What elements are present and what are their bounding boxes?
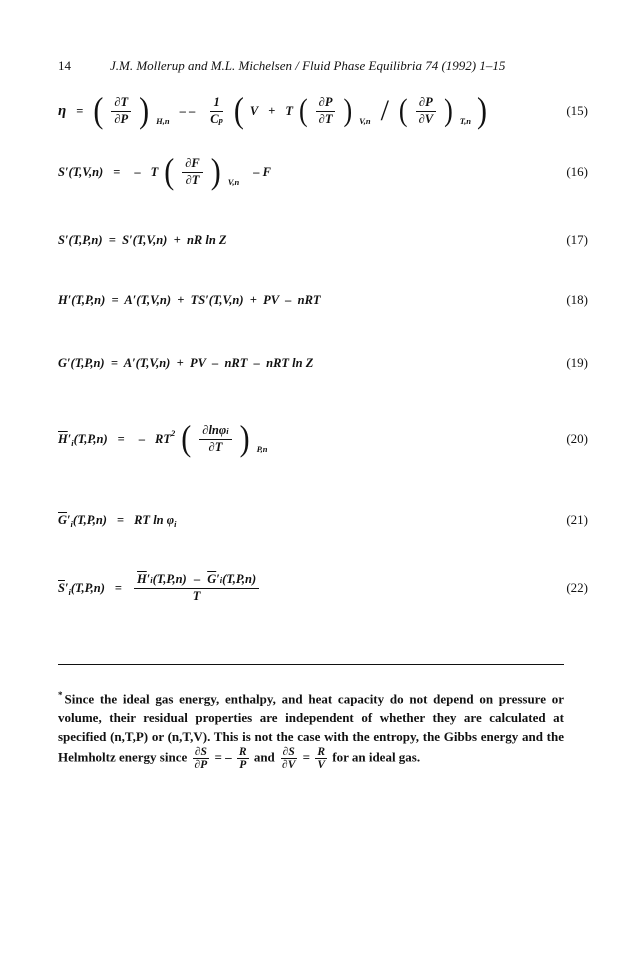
eq16-number: (16) — [566, 164, 588, 179]
eq18-number: (18) — [566, 292, 588, 307]
footnote-R-V: $\frac{R}{V}$ — [317, 746, 325, 772]
eq20-dlnphi-dT: $\frac{\partial\ln\varphi i}{\partial T}$ — [199, 424, 231, 453]
equation-20: $\overline{H}'_i(T,P,n)$ = – $RT^2$ ( $\frac{\partial\ln\varphi i}{\partial T}$ ) P,n (20) — [58, 418, 588, 459]
equation-18 — [58, 288, 588, 312]
eq17-number: (17) — [566, 232, 588, 247]
eq22-lhs: $\overline{S}'_i(T,P,n)$ — [58, 580, 105, 597]
eq19-text: G′(T,P,n) = A′(T,V,n) + PV – nRT – nRT ln Z — [58, 355, 314, 370]
eq15-dT-dP: $\frac{\partial T}{\partial P}$ — [111, 96, 131, 125]
running-title: J.M. Mollerup and M.L. Michelsen / Fluid Phase Equilibria 74 (1992) 1–15 — [110, 58, 506, 73]
eq15-dP-dV: $\frac{\partial P}{\partial V}$ — [416, 96, 437, 125]
eq15-dP-dT: $\frac{\partial P}{\partial T}$ — [316, 96, 336, 125]
eq15-minus: – – — [179, 103, 196, 118]
eq16-dF-dT: $\frac{\partial F}{\partial T}$ — [182, 157, 203, 186]
footnote-dS-dV: $\frac{\partial S}{\partial V}$ — [282, 746, 296, 772]
eq20-number: (20) — [566, 431, 588, 446]
eq21-number: (21) — [566, 512, 588, 527]
equation-19 — [58, 351, 588, 375]
eq15-lhs: η — [58, 102, 67, 119]
footnote: * Since the ideal gas energy, enthalpy, and heat capacity do not depend on pressure or volume, their residual properties are independent of whether they are calculated at specified (n,T,P) or (n,T,V). This is not the case with the entropy, the Gibbs energy and the Helmholtz energy since $\frac{\partial S}{\partial P}$ = – $\frac{R}{P}$ and $\frac{\partial S}{\partial V}$ = $\frac{R}{V}$ for an ideal gas. — [58, 690, 564, 772]
eq15-equals: = — [76, 103, 84, 118]
footnote-R-P: $\frac{R}{P}$ — [238, 746, 247, 772]
eq20-lhs: $\overline{H}'_i(T,P,n)$ — [58, 431, 108, 448]
eq22-number: (22) — [566, 580, 588, 595]
eq19-number: (19) — [566, 355, 588, 370]
footnote-mark: * — [58, 690, 63, 700]
eq17-text: S′(T,P,n) = S′(T,V,n) + nR ln Z — [58, 232, 227, 247]
page-number: 14 — [58, 58, 71, 73]
footnote-text: Since the ideal gas energy, enthalpy, and heat capacity do not depend on pressure or volume, their residual properties are independent of whether they are calculated at specified (n,T,P) or (n,T,V). This is not the case with the entropy, the Gibbs energy and the Helmholtz energy since — [58, 691, 564, 765]
eq15-number: (15) — [566, 103, 588, 118]
eq18-text: H′(T,P,n) = A′(T,V,n) + TS′(T,V,n) + PV – nRT — [58, 292, 321, 307]
eq15-coef: $\frac{1}{Cp}$ — [210, 95, 223, 126]
equation-21: $\overline{G}'_i(T,P,n)$ = RT $\ln \varphi_i$ (21) — [58, 512, 588, 529]
equation-17 — [58, 228, 588, 252]
footnote-dS-dP: $\frac{\partial S}{\partial P}$ — [194, 746, 208, 772]
footnote-rule — [58, 664, 564, 665]
equation-22: $\overline{S}'_i(T,P,n)$ = $\frac{\overline{H}'i(T,P,n) - \overline{G}'i(T,P,n)}{T}$ (22) — [58, 572, 588, 603]
running-header — [58, 58, 588, 76]
eq22-fraction: $\frac{\overline{H}'i(T,P,n) - \overline{G}'i(T,P,n)}{T}$ — [134, 573, 259, 602]
equation-15: η = ( $\frac{\partial T}{\partial P}$ ) H,n – – $\frac{1}{Cp}$ ( V + T ( $\frac{\partial P}{\partial T}$ ) V,n / ( $\frac{\partial P}{\partial V}$ ) T,n ) (15) — [58, 90, 588, 131]
eq21-lhs: $\overline{G}'_i(T,P,n)$ — [58, 512, 107, 529]
equation-16: S′(T,V,n) = – T ( $\frac{\partial F}{\partial T}$ ) V,n – F (16) — [58, 151, 588, 192]
eq16-lhs: S′(T,V,n) — [58, 164, 104, 179]
